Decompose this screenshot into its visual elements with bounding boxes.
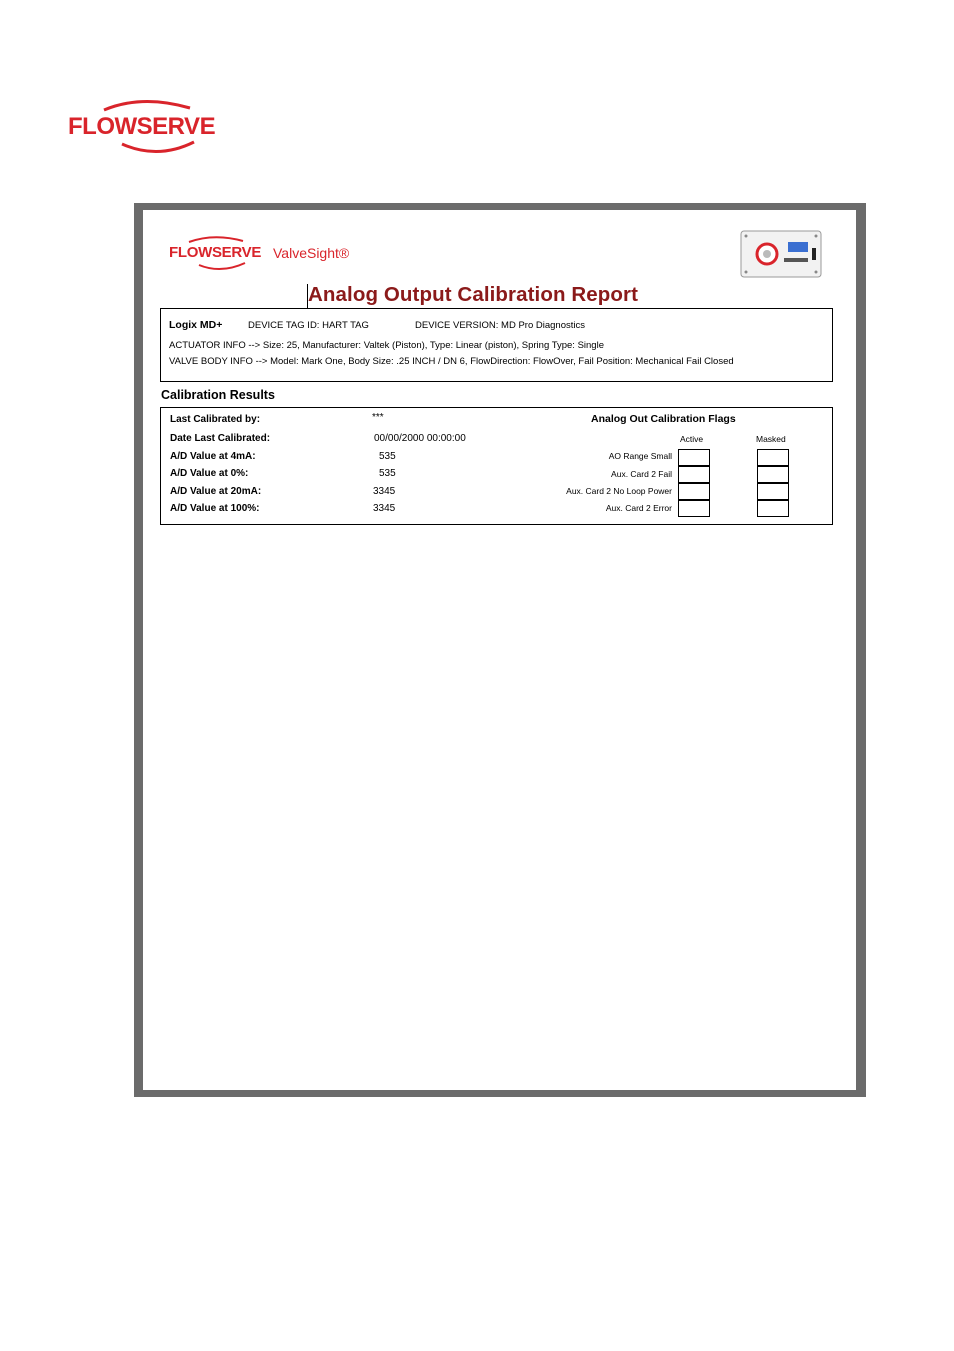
result-value: 00/00/2000 00:00:00 xyxy=(374,433,466,444)
flag-label: AO Range Small xyxy=(608,451,672,461)
device-tag-id: DEVICE TAG ID: HART TAG xyxy=(248,320,369,331)
flag-label: Aux. Card 2 Fail xyxy=(611,469,672,479)
flag-masked-checkbox[interactable] xyxy=(757,500,789,517)
actuator-info: ACTUATOR INFO --> Size: 25, Manufacturer: Valtek (Piston), Type: Linear (piston), Spring Type: Single xyxy=(169,340,604,351)
flag-masked-checkbox[interactable] xyxy=(757,483,789,500)
valve-body-info: VALVE BODY INFO --> Model: Mark One, Body Size: .25 INCH / DN 6, FlowDirection: FlowOver, Fail Position: Mechanical Fail Closed xyxy=(169,356,734,367)
result-label: Date Last Calibrated: xyxy=(170,433,271,444)
device-info-box xyxy=(160,308,833,382)
result-value: 535 xyxy=(379,451,396,462)
flag-active-checkbox[interactable] xyxy=(678,449,710,466)
calibration-results-box xyxy=(160,407,833,525)
flag-active-checkbox[interactable] xyxy=(678,466,710,483)
flag-masked-checkbox[interactable] xyxy=(757,449,789,466)
device-model: Logix MD+ xyxy=(169,319,223,331)
device-version: DEVICE VERSION: MD Pro Diagnostics xyxy=(415,320,585,331)
flag-active-checkbox[interactable] xyxy=(678,500,710,517)
flag-masked-checkbox[interactable] xyxy=(757,466,789,483)
result-label: A/D Value at 4mA: xyxy=(170,451,256,462)
result-label: A/D Value at 100%: xyxy=(170,503,260,514)
logo-wordmark: FLOWSERVE xyxy=(68,113,216,140)
valvesight-brand: FLOWSERVE xyxy=(169,244,262,261)
flags-title: Analog Out Calibration Flags xyxy=(591,413,736,425)
flowserve-logo xyxy=(66,98,218,156)
result-label: Last Calibrated by: xyxy=(170,414,261,425)
result-value: 535 xyxy=(379,468,396,479)
report-title: Analog Output Calibration Report xyxy=(308,283,639,306)
result-label: A/D Value at 20mA: xyxy=(170,486,262,497)
valvesight-logo xyxy=(169,234,409,274)
result-value: *** xyxy=(372,412,384,423)
valvesight-product: ValveSight® xyxy=(273,245,350,261)
flag-active-checkbox[interactable] xyxy=(678,483,710,500)
flag-label: Aux. Card 2 No Loop Power xyxy=(566,486,672,496)
result-value: 3345 xyxy=(373,486,396,497)
positioner-device-icon xyxy=(740,230,822,278)
report-page xyxy=(143,210,856,1090)
result-value: 3345 xyxy=(373,503,396,514)
calibration-section-title: Calibration Results xyxy=(161,388,275,402)
result-label: A/D Value at 0%: xyxy=(170,468,249,479)
flag-label: Aux. Card 2 Error xyxy=(605,503,672,513)
flags-col-active: Active xyxy=(680,434,704,444)
flags-col-masked: Masked xyxy=(756,434,786,444)
